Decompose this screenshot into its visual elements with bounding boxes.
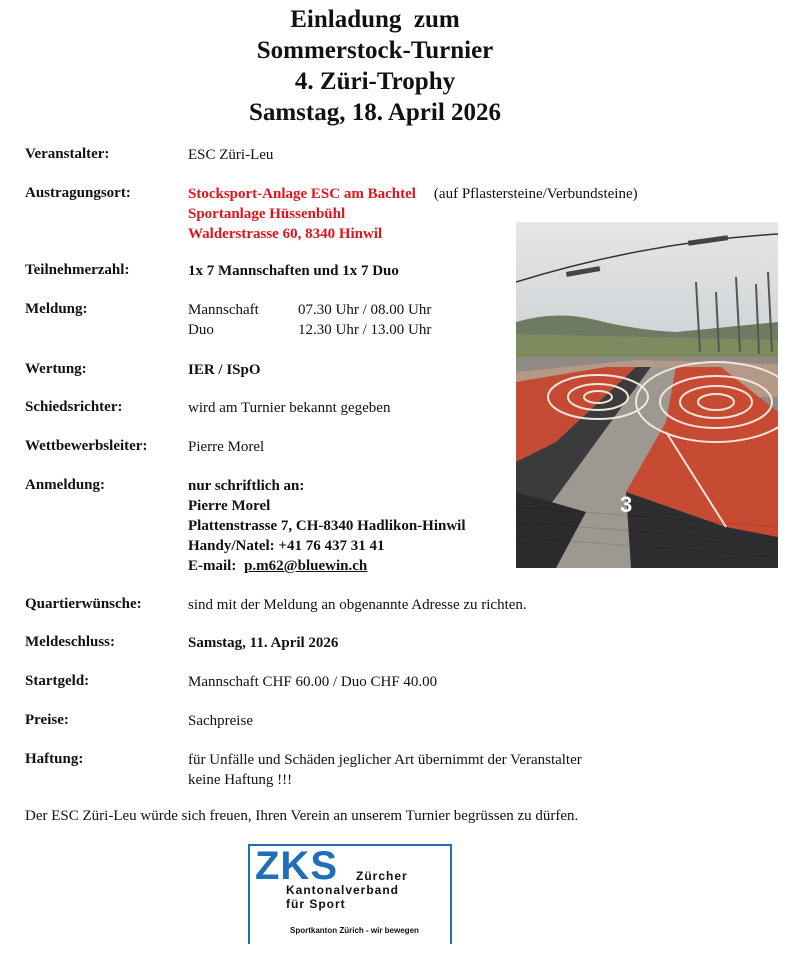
- wettbewerbsleiter-label: Wettbewerbsleiter:: [25, 438, 148, 454]
- wertung-value: IER / ISpO: [188, 362, 261, 378]
- teilnehmerzahl-value: 1x 7 Mannschaften und 1x 7 Duo: [188, 263, 399, 279]
- haftung-label: Haftung:: [25, 751, 84, 767]
- haftung-line-2: keine Haftung !!!: [188, 772, 293, 788]
- veranstalter-value: ESC Züri-Leu: [188, 147, 274, 163]
- zks-logo: [248, 844, 452, 944]
- anmeldung-intro: nur schriftlich an:: [188, 478, 305, 494]
- anmeldung-label: Anmeldung:: [25, 477, 106, 493]
- title-line-1: Einladung zum: [290, 6, 460, 33]
- logo-name-2: Kantonalverband: [286, 883, 400, 897]
- meldung-label: Meldung:: [25, 301, 88, 317]
- anmeldung-contact: [188, 476, 466, 576]
- contact-address: Plattenstrasse 7, CH-8340 Hadlikon-Hinwil: [188, 518, 466, 534]
- title-line-2: Sommerstock-Turnier: [256, 37, 494, 64]
- meldung-type: Duo: [188, 322, 214, 338]
- wertung-label: Wertung:: [25, 361, 87, 377]
- meldung-schedule: [188, 300, 431, 340]
- closing-statement: Der ESC Züri-Leu würde sich freuen, Ihren Verein an unserem Turnier begrüssen zu dürfen.: [25, 808, 579, 824]
- contact-name: Pierre Morel: [188, 498, 271, 514]
- contact-phone: Handy/Natel: +41 76 437 31 41: [188, 538, 385, 554]
- email-link[interactable]: p.m62@bluewin.ch: [244, 558, 368, 574]
- venue-sportanlage: Sportanlage Hüssenbühl: [188, 206, 346, 222]
- veranstalter-label: Veranstalter:: [25, 146, 110, 162]
- venue-photo: [516, 222, 778, 568]
- teilnehmerzahl-label: Teilnehmerzahl:: [25, 262, 130, 278]
- startgeld-value: Mannschaft CHF 60.00 / Duo CHF 40.00: [188, 674, 438, 690]
- page-title: [0, 4, 750, 128]
- meldeschluss-value: Samstag, 11. April 2026: [188, 635, 339, 651]
- meldung-time: 07.30 Uhr / 08.00 Uhr: [298, 302, 432, 318]
- austragungsort-label: Austragungsort:: [25, 185, 131, 201]
- venue-address: Walderstrasse 60, 8340 Hinwil: [188, 226, 383, 242]
- title-line-3: 4. Züri-Trophy: [294, 68, 456, 95]
- title-line-4: Samstag, 18. April 2026: [248, 99, 502, 126]
- meldeschluss-label: Meldeschluss:: [25, 634, 115, 650]
- wettbewerbsleiter-value: Pierre Morel: [188, 439, 265, 455]
- logo-name-1: Zürcher: [356, 869, 408, 883]
- email-label: E-mail:: [188, 558, 237, 574]
- startgeld-label: Startgeld:: [25, 673, 90, 689]
- preise-value: Sachpreise: [188, 713, 253, 729]
- meldung-type: Mannschaft: [188, 302, 259, 318]
- quartier-value: sind mit der Meldung an obgenannte Adresse zu richten.: [188, 597, 527, 613]
- schiedsrichter-value: wird am Turnier bekannt gegeben: [188, 400, 391, 416]
- quartier-label: Quartierwünsche:: [25, 596, 142, 612]
- logo-tagline: Sportkanton Zürich - wir bewegen: [290, 926, 419, 935]
- preise-label: Preise:: [25, 712, 69, 728]
- meldung-time: 12.30 Uhr / 13.00 Uhr: [298, 322, 432, 338]
- lane-number: 3: [620, 492, 633, 517]
- haftung-value: [188, 750, 582, 790]
- haftung-line-1: für Unfälle und Schäden jeglicher Art übernimmt der Veranstalter: [188, 752, 582, 768]
- schiedsrichter-label: Schiedsrichter:: [25, 399, 123, 415]
- logo-name-3: für Sport: [286, 897, 346, 911]
- logo-abbr: ZKS: [255, 844, 338, 888]
- venue-name: Stocksport-Anlage ESC am Bachtel: [188, 186, 416, 202]
- venue-surface-note: (auf Pflastersteine/Verbundsteine): [433, 186, 638, 202]
